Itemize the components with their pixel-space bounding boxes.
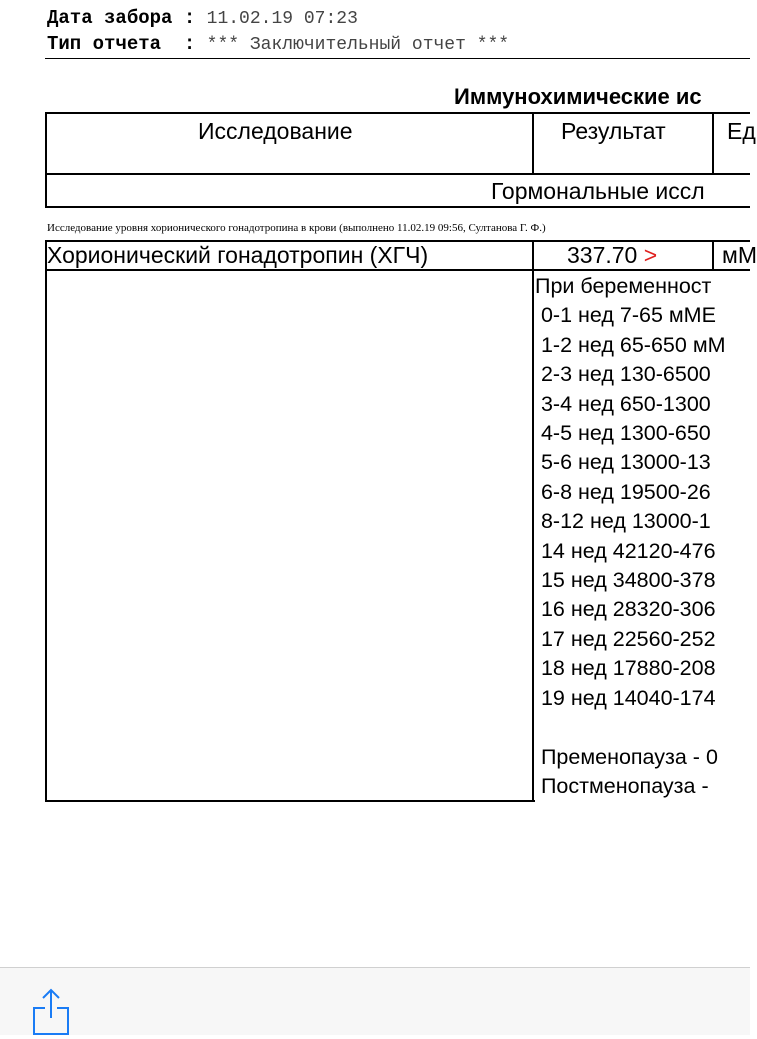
table-col-divider-2-row: [712, 240, 714, 270]
report-type-value: *** Заключительный отчет ***: [206, 35, 510, 55]
share-icon[interactable]: [32, 988, 70, 1034]
table-border-bottom: [45, 800, 535, 802]
result-value-cell: [567, 242, 657, 269]
collection-date-value: 11.02.19 07:23: [206, 9, 358, 29]
table-border-row-bottom: [45, 269, 750, 271]
section-title: Иммунохимические ис: [454, 84, 702, 109]
test-name: Хорионический гонадотропин (ХГЧ): [47, 242, 429, 268]
report-type-row: Тип отчета : *** Заключительный отчет ***: [47, 33, 510, 55]
reference-ranges: При беременност 0-1 нед 7-65 мМЕ 1-2 нед 65-650 мМ 2-3 нед 130-6500 3-4 нед 650-1300 4-5 нед 1300-650 5-6 нед 13000-13 6-8 нед 19500-26 8-12 нед 13000-1 14 нед 42120-476 15 нед 34800-378 16 нед 28320-306 17 нед 22560-252 18 нед 17880-208 19 нед 14040-174 Пременопауза - 0 Постменопауза -: [535, 274, 726, 798]
table-col-divider-2: [712, 112, 714, 174]
table-border-head-bottom: [45, 173, 750, 175]
result-flag-high: >: [643, 242, 658, 268]
column-header-unit: Ед: [727, 118, 756, 144]
table-border-left-body: [45, 240, 47, 801]
table-border-left-head: [45, 112, 47, 207]
column-header-result: Результат: [561, 118, 666, 144]
table-col-divider-1: [532, 112, 534, 174]
group-title: Гормональные иссл: [491, 178, 705, 204]
result-unit: мМ: [722, 242, 757, 268]
header-divider: [45, 58, 750, 59]
bottom-toolbar: [0, 967, 750, 1035]
report-type-label: Тип отчета: [47, 33, 162, 55]
result-value: 337.70: [567, 242, 638, 268]
table-border-top: [45, 112, 750, 114]
collection-date-label: Дата забора: [47, 7, 173, 29]
collection-date-row: Дата забора : 11.02.19 07:23: [47, 7, 358, 29]
test-note: Исследование уровня хорионического гонадотропина в крови (выполнено 11.02.19 09:56, Султанова Г. Ф.): [47, 222, 546, 234]
table-col-divider-1-body: [532, 240, 534, 801]
column-header-test: Исследование: [198, 118, 353, 144]
table-border-group-bottom: [45, 206, 750, 208]
